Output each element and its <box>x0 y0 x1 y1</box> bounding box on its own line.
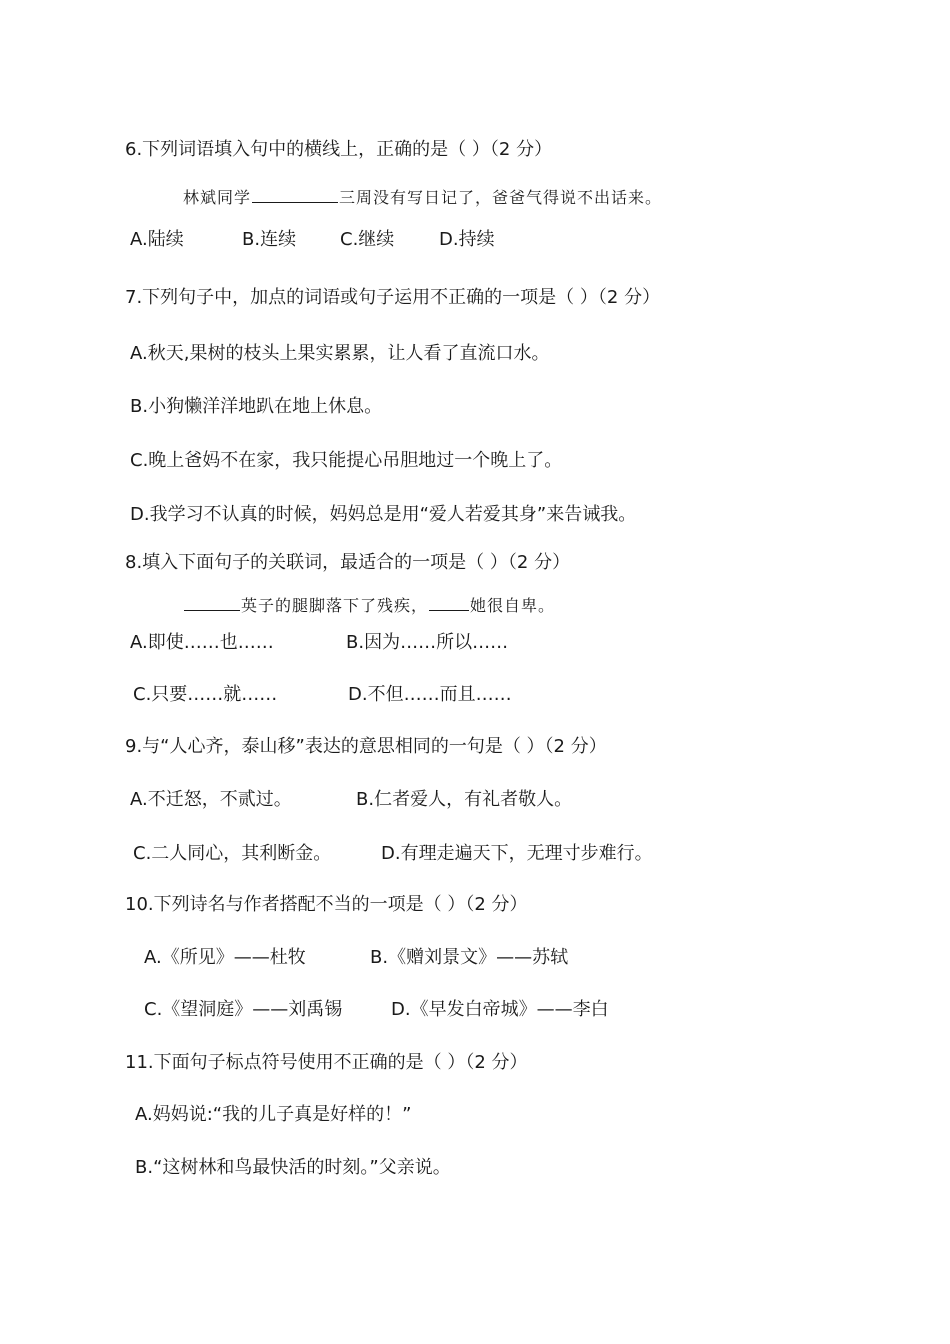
question-7-stem: 7.下列句子中，加点的词语或句子运用不正确的一项是（ ）（2 分） <box>125 287 661 308</box>
sentence-text-before: 林斌同学 <box>183 188 252 207</box>
question-7-option-d: D.我学习不认真的时候，妈妈总是用“爱人若爱其身”来告诫我。 <box>130 504 637 525</box>
question-9-stem: 9.与“人心齐，泰山移”表达的意思相同的一句是（ ）（2 分） <box>125 736 607 757</box>
question-8-option-a: A.即使……也…… <box>130 632 274 653</box>
question-9-option-d: D.有理走遍天下，无理寸步难行。 <box>381 843 653 864</box>
question-11-stem: 11.下面句子标点符号使用不正确的是（ ）（2 分） <box>125 1052 528 1073</box>
question-6-option-d: D.持续 <box>439 229 495 250</box>
question-11-option-a: A.妈妈说:“我的儿子真是好样的！” <box>135 1104 412 1125</box>
question-8-stem: 8.填入下面句子的关联词，最适合的一项是（ ）（2 分） <box>125 552 571 573</box>
question-10-stem: 10.下列诗名与作者搭配不当的一项是（ ）（2 分） <box>125 894 528 915</box>
fill-blank <box>184 592 240 611</box>
question-6-option-b: B.连续 <box>242 229 297 250</box>
question-10-option-a: A.《所见》——杜牧 <box>144 947 306 968</box>
question-7-option-a: A.秋天,果树的枝头上果实累累，让人看了直流口水。 <box>130 343 550 364</box>
question-9-option-b: B.仁者爱人，有礼者敬人。 <box>356 789 573 810</box>
sentence-text-after: 三周没有写日记了，爸爸气得说不出话来。 <box>339 188 663 207</box>
question-7-option-c: C.晚上爸妈不在家，我只能提心吊胆地过一个晚上了。 <box>130 450 563 471</box>
question-8-option-c: C.只要……就…… <box>133 684 278 705</box>
question-7-option-b: B.小狗懒洋洋地趴在地上休息。 <box>130 396 383 417</box>
sentence-text-end: 她很自卑。 <box>470 596 556 615</box>
question-6-stem: 6.下列词语填入句中的横线上，正确的是（ ）（2 分） <box>125 139 553 160</box>
question-6-option-a: A.陆续 <box>130 229 184 250</box>
question-8-option-b: B.因为……所以…… <box>346 632 509 653</box>
question-9-option-c: C.二人同心，其利断金。 <box>133 843 332 864</box>
question-10-option-b: B.《赠刘景文》——苏轼 <box>370 947 569 968</box>
question-8-option-d: D.不但……而且…… <box>348 684 512 705</box>
question-8-sentence <box>183 592 555 618</box>
fill-blank <box>429 592 469 611</box>
sentence-text-middle: 英子的腿脚落下了残疾， <box>241 596 429 615</box>
question-10-option-d: D.《早发白帝城》——李白 <box>391 999 609 1020</box>
question-6-sentence <box>183 184 662 210</box>
fill-blank <box>252 184 338 203</box>
question-9-option-a: A.不迁怒，不贰过。 <box>130 789 292 810</box>
question-10-option-c: C.《望洞庭》——刘禹锡 <box>144 999 343 1020</box>
question-11-option-b: B.“这树林和鸟最快活的时刻。”父亲说。 <box>135 1157 451 1178</box>
question-6-option-c: C.继续 <box>340 229 395 250</box>
